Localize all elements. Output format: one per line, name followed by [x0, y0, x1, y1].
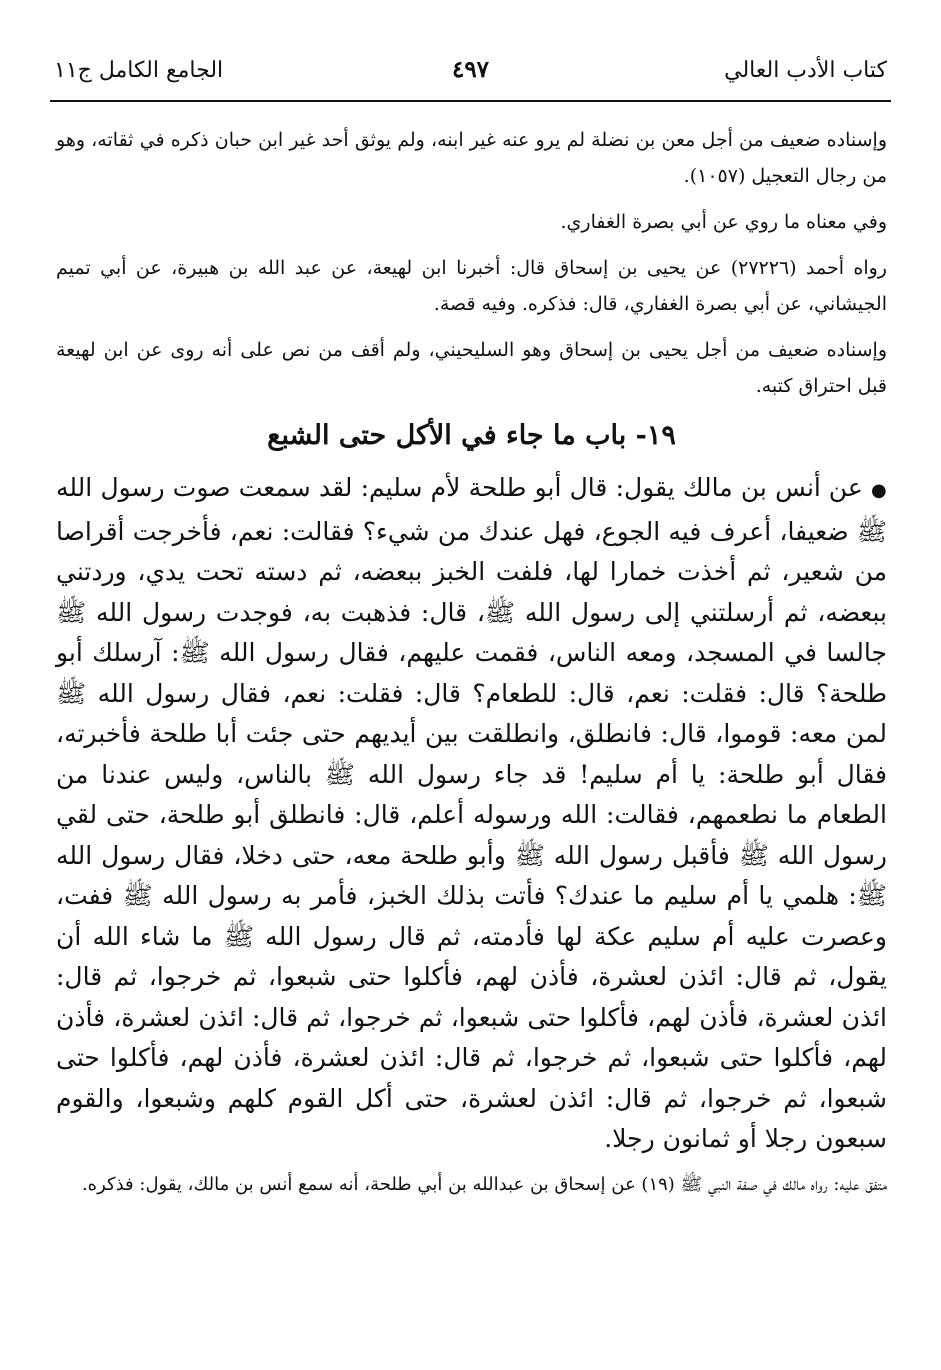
page-header: [50, 52, 891, 92]
volume-title: الجامع الكامل ج١١: [54, 58, 224, 83]
page-number: ٤٩٧: [451, 56, 490, 83]
document-page: [50, 0, 891, 1370]
note-paragraph: وفي معناه ما روي عن أبي بصرة الغفاري.: [560, 211, 887, 233]
takhrij-note: متفق عليه: رواه مالك في صفة النبي ﷺ (١٩) عن إسحاق بن عبدالله بن أبي طلحة، أنه سمع أنس بن مالك، يقول: فذكره.: [81, 1173, 887, 1195]
note-paragraph: وإسناده ضعيف من أجل معن بن نضلة لم يرو عنه غير ابنه، ولم يوثق أحد غير ابن حبان ذكره في ثقاته، وهو من رجال التعجيل (١٠٥٧).: [56, 129, 887, 187]
chapter-title: ١٩- باب ما جاء في الأكل حتى الشبع: [267, 420, 676, 451]
page-content: [56, 122, 887, 1202]
book-title: كتاب الأدب العالي: [724, 58, 887, 83]
bullet-marker: ●: [871, 480, 887, 501]
hadith-paragraph: [56, 468, 887, 1160]
hadith-text: عن أنس بن مالك يقول: قال أبو طلحة لأم سليم: لقد سمعت صوت رسول الله ﷺ ضعيفا، أعرف فيه الجوع، فهل عندك من شيء؟ فقالت: نعم، فأخرجت أقراصا من شعير، ثم أخذت خمارا لها، فلفت الخبز ببعضه، ثم دسته تحت يدي، وردتني ببعضه، ثم أرسلتني إلى رسول الله ﷺ، قال: فذهبت به، فوجدت رسول الله ﷺ جالسا في المسجد، ومعه الناس، فقمت عليهم، فقال رسول الله ﷺ: آرسلك أبو طلحة؟ قال: فقلت: نعم، قال: للطعام؟ قال: فقلت: نعم، فقال رسول الله ﷺ لمن معه: قوموا، قال: فانطلق، وانطلقت بين أيديهم حتى جئت أبا طلحة فأخبرته، فقال أبو طلحة: يا أم سليم! قد جاء رسول الله ﷺ بالناس، وليس عندنا من الطعام ما نطعمهم، فقالت: الله ورسوله أعلم، قال: فانطلق أبو طلحة، حتى لقي رسول الله ﷺ فأقبل رسول الله ﷺ وأبو طلحة معه، حتى دخلا، فقال رسول الله ﷺ: هلمي يا أم سليم ما عندك؟ فأتت بذلك الخبز، فأمر به رسول الله ﷺ ففت، وعصرت عليه أم سليم عكة لها فأدمته، ثم قال رسول الله ﷺ ما شاء الله أن يقول، ثم قال: ائذن لعشرة، فأذن لهم، فأكلوا حتى شبعوا، ثم خرجوا، ثم قال: ائذن لعشرة، فأذن لهم، فأكلوا حتى شبعوا، ثم خرجوا، ثم قال: ائذن لعشرة، فأذن لهم، فأكلوا حتى شبعوا، ثم خرجوا، ثم قال: ائذن لعشرة، فأذن لهم، فأكلوا حتى شبعوا، ثم خرجوا، ثم قال: ائذن لعشرة، حتى أكل القوم كلهم وشبعوا، والقوم سبعون رجلا أو ثمانون رجلا.: [56, 473, 887, 1153]
note-paragraph: رواه أحمد (٢٧٢٢٦) عن يحيى بن إسحاق قال: أخبرنا ابن لهيعة، عن عبد الله بن هبيرة، عن أبي تميم الجيشاني، عن أبي بصرة الغفاري، قال: فذكره. وفيه قصة.: [56, 257, 887, 315]
header-divider: [50, 100, 891, 102]
note-paragraph: وإسناده ضعيف من أجل يحيى بن إسحاق وهو السليحيني، ولم أقف من نص على أنه روى عن ابن لهيعة قبل احتراق كتبه.: [56, 339, 887, 397]
